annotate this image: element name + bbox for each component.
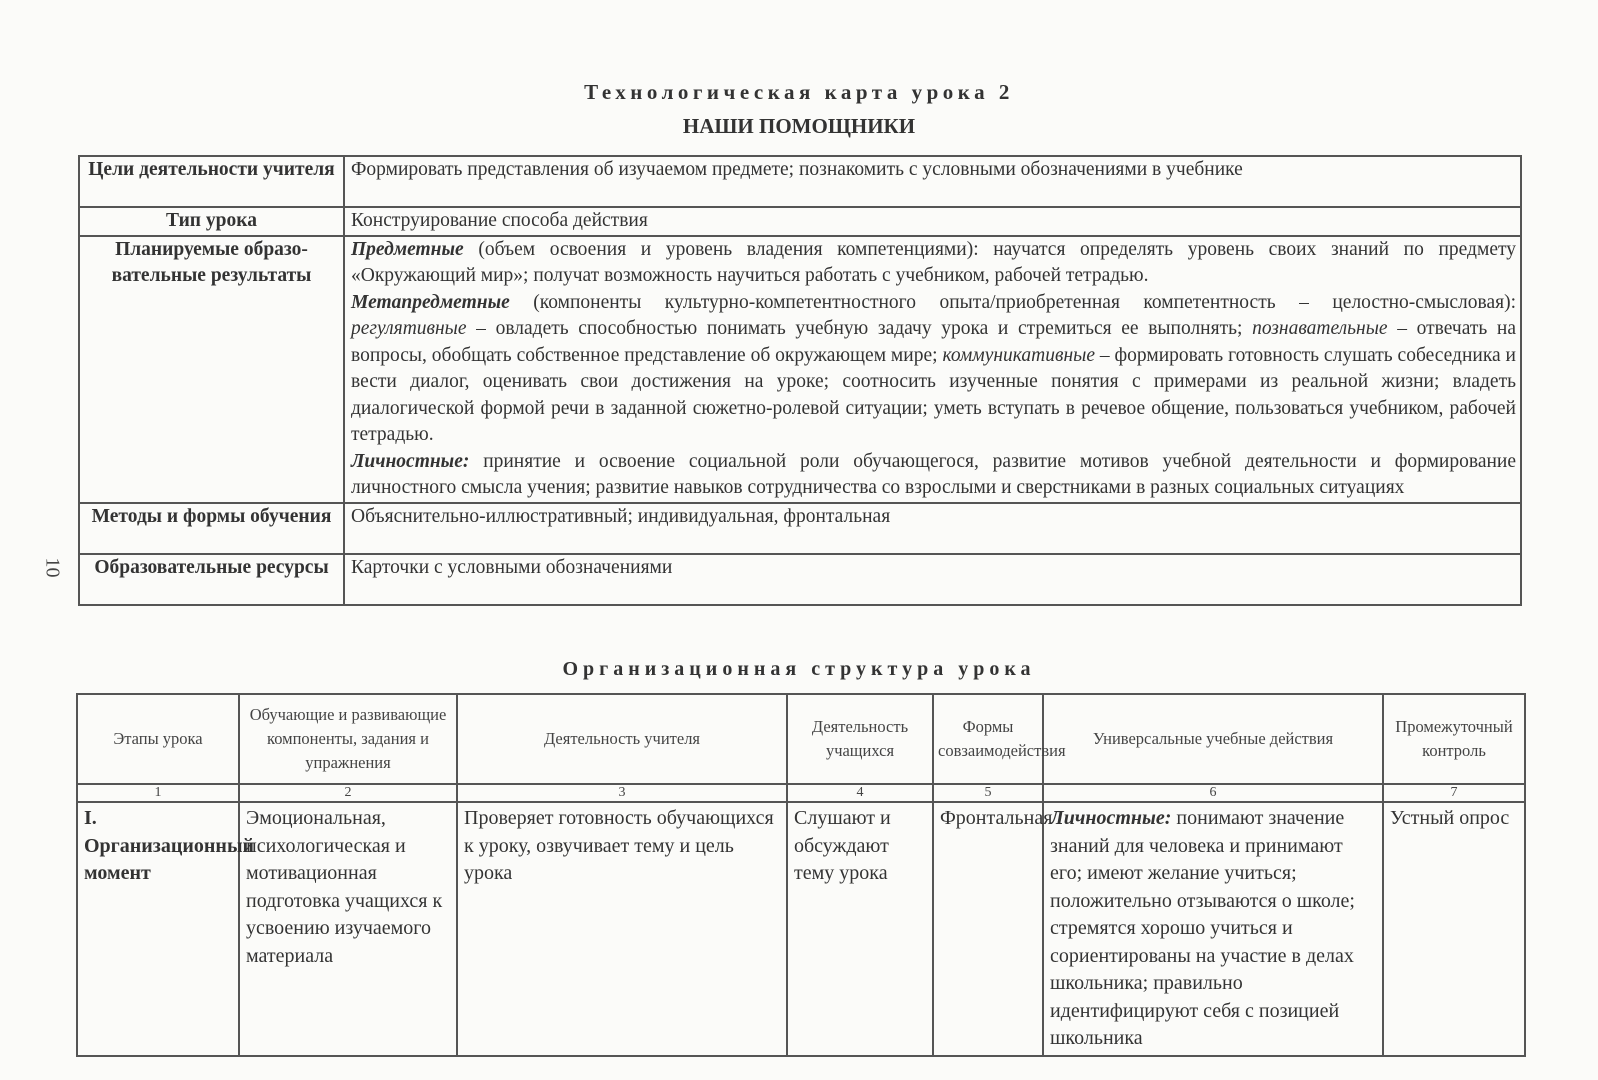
header-control: Промежуточный контроль [1383, 694, 1525, 784]
org-number-row [77, 784, 1525, 802]
resources-value: Карточки с условными обозначениями [344, 554, 1521, 605]
uud-cell [1043, 802, 1383, 1056]
personal-results-text: принятие и освоение социальной роли обучающегося, развитие мотивов учебной деятельности и формирование личностного смысла учения; развитие навыков сотрудничества со взрослыми и сверстниками в разных социальных ситуациях [351, 450, 1516, 498]
header-forms: Формы совзаимодействия [933, 694, 1043, 784]
org-structure-title: Организационная структура урока [562, 658, 1036, 680]
personal-results-title: Личностные: [351, 450, 470, 472]
org-header-row [77, 694, 1525, 784]
results-label: Планируемые образо-вательные результаты [79, 236, 344, 503]
col-number-6: 6 [1043, 784, 1383, 802]
goals-value: Формировать представления об изучаемом предмете; познакомить с условными обозначениями в учебнике [344, 156, 1521, 207]
methods-label: Методы и формы обучения [79, 503, 344, 554]
stage-cell: I. Организационный момент [77, 802, 239, 1056]
forms-cell: Фронтальная [933, 802, 1043, 1056]
cognitive-label: познавательные [1252, 318, 1388, 339]
goals-label: Цели деятельности учителя [79, 156, 344, 207]
control-cell: Устный опрос [1383, 802, 1525, 1056]
meta-results-text-4: – формировать готовность слушать собеседника и вести диалог, оценивать свои достижения на уроке; соотносить изученные понятия с примерами из реальной жизни; владеть диалогической формой речи в заданной сюжетно-ролевой ситуации; уметь вступать в речевое общение, пользоваться учебником, рабочей тетрадью. [351, 344, 1516, 445]
page-number: 10 [41, 557, 64, 578]
col-number-2: 2 [239, 784, 457, 802]
col-number-1: 1 [77, 784, 239, 802]
lesson-info-table [78, 155, 1522, 606]
subject-results-text: (объем освоения и уровень владения компетенциями): научатся определять уровень своих знаний по предмету «Окружающий мир»; получат возможность научиться работать с учебником, рабочей тетрадью. [351, 238, 1516, 286]
communicative-label: коммуникативные [942, 344, 1096, 366]
header-teacher: Деятельность учителя [457, 694, 787, 784]
type-value: Конструирование способа действия [344, 207, 1521, 236]
col-number-4: 4 [787, 784, 933, 802]
document-title: Технологическая карта урока 2 [584, 80, 1014, 104]
regulative-label: регулятивные [351, 318, 467, 339]
meta-results-title: Метапредметные [351, 291, 510, 313]
resources-label: Образовательные ресурсы [79, 554, 344, 605]
results-value [344, 236, 1521, 503]
type-label: Тип урока [79, 207, 344, 236]
header-stage: Этапы урока [77, 694, 239, 784]
components-cell: Эмоциональная, психологическая и мотивационная подготовка учащихся к усвоению изучаемого материала [239, 802, 457, 1056]
meta-results-text-3: – отвечать на вопросы, обобщать собственное представление об окружающем мире; [351, 318, 1516, 366]
type-row [79, 207, 1521, 236]
header-components: Обучающие и развивающие компоненты, задания и упражнения [239, 694, 457, 784]
header-uud: Универсальные учебные действия [1043, 694, 1383, 784]
teacher-activity-cell: Проверяет готовность обучающихся к уроку, озвучивает тему и цель урока [457, 802, 787, 1056]
results-row [79, 236, 1521, 503]
meta-results-text-1: (компоненты культурно-компетентностного опыта/приобретенная компетентность – целостно-смысловая): [509, 291, 1516, 313]
col-number-5: 5 [933, 784, 1043, 802]
table-row [77, 802, 1525, 1056]
document-subtitle: НАШИ ПОМОЩНИКИ [682, 114, 916, 138]
methods-row [79, 503, 1521, 554]
subject-results-title: Предметные [351, 238, 464, 260]
resources-row [79, 554, 1521, 605]
col-number-7: 7 [1383, 784, 1525, 802]
col-number-3: 3 [457, 784, 787, 802]
org-structure-table [76, 693, 1526, 1057]
methods-value: Объяснительно-иллюстративный; индивидуальная, фронтальная [344, 503, 1521, 554]
meta-results-text-2: – овладеть способностью понимать учебную задачу урока и стремиться ее выполнять; [466, 318, 1253, 339]
goals-row [79, 156, 1521, 207]
header-students: Деятельность учащихся [787, 694, 933, 784]
uud-personal-title: Личностные: [1050, 807, 1172, 829]
uud-personal-text: понимают значение знаний для человека и принимают его; имеют желание учиться; положительно отзываются о школе; стремятся хорошо учиться и сориентированы на участие в делах школьника; правильно идентифицируют себя с позицией школьника [1050, 807, 1355, 1049]
students-activity-cell: Слушают и обсуждают тему урока [787, 802, 933, 1056]
